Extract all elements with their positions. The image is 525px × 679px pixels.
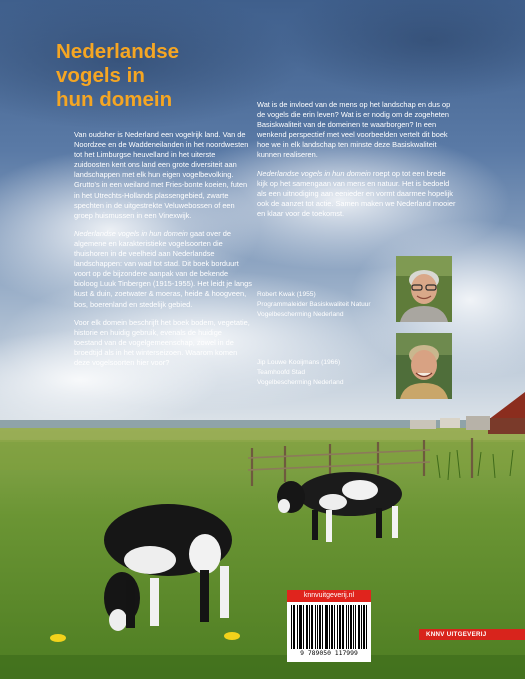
barcode-graphic <box>291 605 367 649</box>
blurb-text: roept op tot een brede kijk op het samengaan van mens en natuur. Het is bedoeld als een uitnodiging aan eenieder en vormt daarmee hopelijk ook de aanzet tot actie. Samen maken we Nederland mooier en klaar voor de toekomst. <box>257 168 456 218</box>
blurb-paragraph: Van oudsher is Nederland een vogelrijk land. Van de Noordzee en de Waddeneilanden in het noordwesten tot het Limburgse heuvelland in het uiterste zuidoosten kent ons land een grote diversiteit aan landschappen met elk hun eigen vogelbevolking. Grutto's in een weiland met Fries-bonte koeien, futen in het Utrechts-Hollands plassengebied, zwarte spechten in de uitgestrekte Veluwebossen of een groep huismussen in een Vinexwijk. <box>74 130 249 220</box>
author-photo-1 <box>396 256 452 322</box>
book-title <box>56 40 256 112</box>
title-line-2: vogels in <box>56 64 145 87</box>
blurb-left-column <box>74 130 252 376</box>
blurb-paragraph <box>257 169 457 219</box>
blurb-text: gaat over de algemene en karakteristieke vogelsoorten die thuishoren in de veelheid aan Nederlandse landschappen: van wad tot stad. Dit boek borduurt voort op de bijzondere aanpak van de bekende bioloog Luuk Tinbergen (1915-1955). Het leidt je langs kust & duin, zoetwater & moeras, heide & hoogveen, bos, boerenland en stedelijk gebied. <box>74 228 252 309</box>
author-role: Programmaleider Basiskwaliteit Natuur <box>257 301 371 308</box>
isbn-number: 9 789050 117999 <box>300 649 358 657</box>
book-title-inline: Nederlandse vogels in hun domein <box>257 168 371 178</box>
author-photo-2 <box>396 333 452 399</box>
blurb-right-column <box>257 100 457 227</box>
publisher-website: knnvuitgeverij.nl <box>287 590 371 602</box>
author-org: Vogelbescherming Nederland <box>257 379 344 386</box>
title-line-3: hun domein <box>56 88 173 111</box>
author-org: Vogelbescherming Nederland <box>257 311 344 318</box>
author-role: Teamhoofd Stad <box>257 369 306 376</box>
author-name: Robert Kwak (1955) <box>257 291 316 298</box>
book-title-inline: Nederlandse vogels in hun domein <box>74 228 188 238</box>
blurb-paragraph: Voor elk domein beschrijft het boek bodem, vegetatie, historie en huidig gebruik, evenals de huidige toestand van de vogelgemeenschap, zowel in de broedtijd als in het winterseizoen. Waarom komen deze vogelsoorten hier voor? <box>74 317 250 367</box>
isbn-barcode <box>287 602 371 662</box>
blurb-paragraph <box>74 229 252 310</box>
author-caption-2 <box>257 358 397 388</box>
blurb-paragraph: Wat is de invloed van de mens op het landschap en dus op de vogels die erin leven? Wat is er nodig om de zogeheten Basiskwaliteit van de domeinen te waarborgen? In een wenkend perspectief met veel voorbeelden vertelt dit boek hoe we in elk landschap ten minste deze Basiskwaliteit kunnen realiseren. <box>257 100 451 160</box>
author-name: Jip Louwe Kooijmans (1966) <box>257 359 341 366</box>
publisher-badge: KNNV UITGEVERIJ <box>419 629 525 640</box>
title-line-1: Nederlandse <box>56 40 180 63</box>
author-caption-1 <box>257 290 397 320</box>
